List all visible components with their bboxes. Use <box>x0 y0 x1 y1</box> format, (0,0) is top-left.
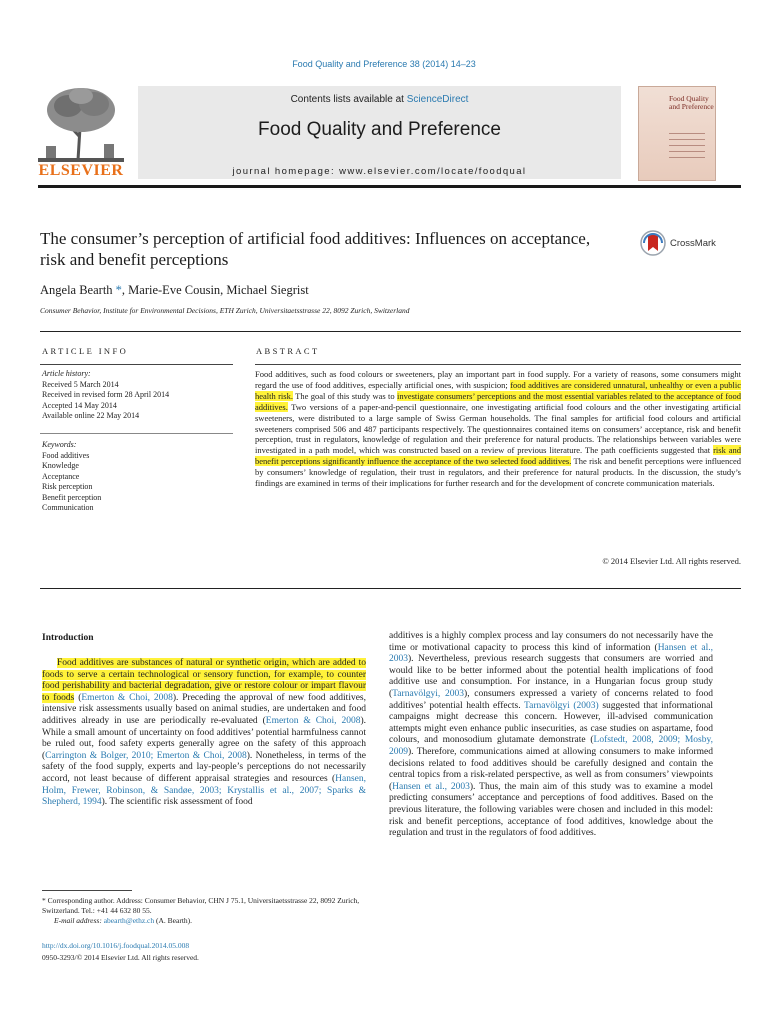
citation-link[interactable]: Carrington & Bolger, 2010; Emerton & Choi, 2008 <box>45 750 247 761</box>
body-text: ). The scientific risk assessment of food <box>101 797 253 808</box>
abstract-copyright: © 2014 Elsevier Ltd. All rights reserved. <box>602 556 741 566</box>
highlighted-text: Food additives are substances of natural or synthetic origin, which are added to foods to serve a certain technological or sensory function, for example, to counter food perishability and bacterial degradation, give or restore colour or impart flavour to foods <box>42 658 366 703</box>
keywords-label: Keywords: <box>42 440 77 449</box>
highlighted-text: risk and benefit perceptions significantly influence the acceptance of the two selected food additives. <box>255 445 741 467</box>
corresponding-author-footnote <box>42 896 366 926</box>
history-online: Available online 22 May 2014 <box>42 411 140 420</box>
article-info-heading: ARTICLE INFO <box>42 346 129 356</box>
affiliation: Consumer Behavior, Institute for Environmental Decisions, ETH Zurich, Universitaetsstrasse 22, 8092 Zurich, Switzerland <box>40 306 410 315</box>
paragraph <box>42 658 366 809</box>
body-text: ). Therefore, communications aimed at allowing consumers to make informed decisions related to food additives should be carefully designed and contain the central topics from a risk-related perspective, as well as from consumers’ viewpoints ( <box>389 746 713 792</box>
title-divider <box>40 331 741 332</box>
doi-link[interactable]: http://dx.doi.org/10.1016/j.foodqual.2014.05.008 <box>42 941 190 950</box>
cover-line <box>669 151 705 152</box>
citation-link[interactable]: Tarnavölgyi, 2003 <box>392 688 465 699</box>
contents-prefix: Contents lists available at <box>290 94 407 105</box>
citation-link[interactable]: Hansen et al., 2003 <box>389 642 713 665</box>
article-title: The consumer’s perception of artificial food additives: Influences on acceptance, risk and benefit perceptions <box>40 229 591 269</box>
cover-line <box>669 145 705 146</box>
email-suffix: (A. Bearth). <box>154 916 193 925</box>
cover-line <box>669 139 705 140</box>
issn-copyright: 0950-3293/© 2014 Elsevier Ltd. All rights reserved. <box>42 953 199 962</box>
highlighted-text: investigate consumers’ perceptions and the most essential variables related to the acceptance of food additives. <box>255 390 741 412</box>
cover-line <box>669 133 705 134</box>
journal-cover-thumbnail <box>638 86 716 181</box>
history-label: Article history: <box>42 369 91 378</box>
keyword: Communication <box>42 503 94 512</box>
sciencedirect-link[interactable]: ScienceDirect <box>406 94 469 105</box>
paragraph <box>389 631 713 840</box>
cover-line <box>669 157 705 158</box>
highlighted-text: food additives are considered unnatural, unhealthy or even a public health risk. <box>255 379 741 401</box>
author-name[interactable]: Angela Bearth <box>40 283 113 297</box>
keyword: Knowledge <box>42 461 79 470</box>
citation-link[interactable]: Emerton & Choi, 2008 <box>81 692 173 703</box>
keywords-divider <box>40 433 233 434</box>
body-text: ( <box>74 692 82 703</box>
keyword: Risk perception <box>42 482 93 491</box>
journal-homepage[interactable]: journal homepage: www.elsevier.com/locate/foodqual <box>232 166 527 177</box>
journal-citation: Food Quality and Preference 38 (2014) 14–23 <box>292 59 476 69</box>
elsevier-logo <box>38 84 124 180</box>
footnote-address: * Corresponding author. Address: Consumer Behavior, CHN J 75.1, Universitaetsstrasse 22, 8092 Zurich, Switzerland. Tel.: +41 44 632 80 55. <box>42 896 360 915</box>
history-accepted: Accepted 14 May 2014 <box>42 400 117 410</box>
keyword: Acceptance <box>42 471 80 481</box>
journal-title: Food Quality and Preference <box>258 119 501 140</box>
co-authors: , Marie-Eve Cousin, Michael Siegrist <box>121 283 309 297</box>
body-text: ). Thus, the main aim of this study was to examine a model predicting consumers’ acceptance and perceptions of food additives. Based on the previous literature, the following variables were chosen and included in this model: risk and benefit perceptions, acceptance of food additives, knowledge about the regulation and trust in the regulators of food additives. <box>389 781 713 839</box>
abstract-text <box>255 369 741 489</box>
cover-title: Food Quality and Preference <box>669 94 714 111</box>
crossmark-badge[interactable] <box>640 230 724 258</box>
history-received: Received 5 March 2014 <box>42 379 119 389</box>
email-label: E-mail address: <box>54 916 104 925</box>
tree-logo-icon <box>38 84 124 162</box>
body-text: ). Preceding the approval of new food additives, intensive risk assessments usually based on animal studies, are undertaken and food additives already in use are periodically re-evaluated ( <box>42 692 367 726</box>
keywords <box>42 440 232 514</box>
contents-available-line <box>138 94 621 105</box>
body-column-left <box>42 658 366 809</box>
abstract-sentence: The goal of this study was to <box>292 390 397 401</box>
introduction-heading: Introduction <box>42 633 94 643</box>
corresponding-author-mark[interactable]: * <box>112 283 122 297</box>
body-text: ), consumers expressed a variety of concerns related to food additives’ potential health effects. <box>389 688 713 711</box>
body-column-right <box>389 631 713 840</box>
citation-link[interactable]: Tarnavölgyi (2003) <box>524 700 599 711</box>
body-text: ). Nevertheless, previous research suggests that consumers are worried and would like to be better informed about the potential health implications of food additive use and consumption. For instance, in a Hungarian focus group study ( <box>389 654 713 699</box>
abstract-sentence: The risk and benefit perceptions were influenced by consumers’ knowledge of regulation, their trust in regulators, and their preference for natural products. In the discussion, the study’s findings are examined in terms of their implications for further research and for the development of concrete communication materials. <box>255 456 741 489</box>
citation-link[interactable]: Lofstedt, 2008, 2009; Mosby, 2009 <box>389 735 713 757</box>
keyword: Benefit perception <box>42 492 102 502</box>
crossmark-label: CrossMark <box>670 238 716 249</box>
footnote-divider <box>42 890 132 891</box>
abstract-sentence: Two versions of a paper-and-pencil questionnaire, one investigating artificial food colours and the other investigating artificial sweeteners, were distributed to a large sample of Swiss German households. The final samples for artificial food colours and artificial sweeteners comprised 506 and 487 participants respectively. The questionnaires contained items on consumers’ acceptance, risk and benefit perception, trust in regulators, knowledge of regulation and their preference for natural products. The relationships between variables were investigated in a path model, which was constructed based on a review of previous literature. The path coefficients suggested that <box>255 401 741 456</box>
keyword: Food additives <box>42 450 90 460</box>
body-text: ). Nonetheless, in terms of the safety of the food supply, experts and lay-people’s perceptions do not necessarily accord, not least because of different appraisal strategies and resources ( <box>42 750 366 784</box>
citation-link[interactable]: Emerton & Choi, 2008 <box>265 715 361 726</box>
email-link[interactable]: abearth@ethz.ch <box>103 916 155 925</box>
history-revised: Received in revised form 28 April 2014 <box>42 390 170 399</box>
footnote-email <box>42 916 366 926</box>
body-text: suggested that informational campaigns might decrease this concern. However, ill-advised communication attempts might even enhance public insecurities, as case studies on aspartame, food colours, and monosodium glutamate demonstrate ( <box>389 700 713 746</box>
article-history <box>42 369 232 422</box>
body-text: additives is a highly complex process and lay consumers do not necessarily have the time or motivational capacity to process this kind of information ( <box>389 631 713 653</box>
abstract-heading: ABSTRACT <box>256 346 320 356</box>
citation-link[interactable]: Hansen, Holm, Frewer, Robinson, & Sandøe, 2003; Krystallis et al., 2007; Sparks & Shepherd, 1994 <box>42 773 366 808</box>
abstract-end-divider <box>40 588 741 589</box>
publisher-name: ELSEVIER <box>38 162 124 179</box>
author-list <box>40 283 309 298</box>
body-text: ). While a small amount of uncertainty on food additives’ potential harmfulness cannot be ruled out, food safety experts generally agree on the safety of this approach ( <box>42 715 367 761</box>
crossmark-icon <box>640 230 666 256</box>
abstract-divider <box>255 364 741 365</box>
article-info-divider <box>40 364 233 365</box>
citation-link[interactable]: Hansen et al., 2003 <box>392 781 470 792</box>
abstract-sentence: Food additives, such as food colours or sweeteners, play an important part in food supply. For a variety of reasons, some consumers might regard the use of food additives, especially artificial ones, with suspicion; <box>255 369 741 390</box>
header-divider <box>38 185 741 188</box>
